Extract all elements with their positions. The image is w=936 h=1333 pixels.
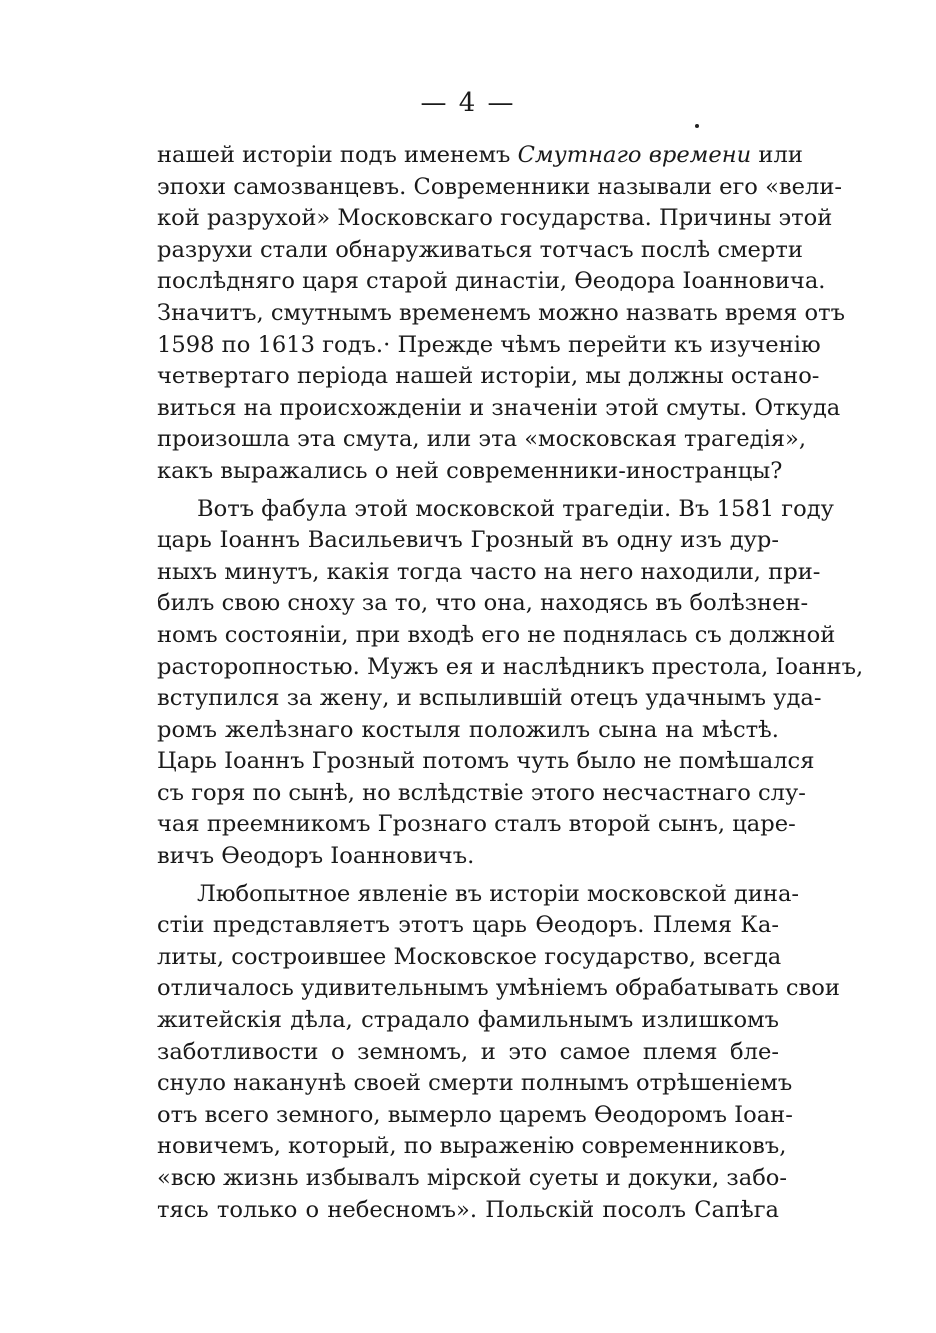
text-line: номъ состояніи, при входѣ его не поднялась съ должной [157, 621, 836, 648]
text-line: Вотъ фабула этой московской трагедіи. Въ 1581 году [197, 495, 834, 522]
italic-term: Смутнаго времени [517, 142, 752, 168]
text-line: отъ всего земного, вымерло царемъ Өеодоромъ Іоан- [157, 1101, 793, 1128]
text-line: отличалось удивительнымъ умѣніемъ обрабатывать свои [157, 975, 840, 1002]
text-line: кой разрухой» Московскаго государства. Причины этой [157, 205, 833, 232]
text-line: ныхъ минутъ, какія тогда часто на него находили, при- [157, 558, 821, 585]
text-line: четвертаго періода нашей исторіи, мы должны остано- [157, 363, 820, 390]
text-line: житейскія дѣла, страдало фамильнымъ излишкомъ [157, 1007, 779, 1034]
text-line: нашей исторіи подъ именемъ Смутнаго времени или [157, 142, 803, 168]
text-line: эпохи самозванцевъ. Современники называли его «вели- [157, 173, 843, 200]
text-line: снуло наканунѣ своей смерти полнымъ отрѣшеніемъ [157, 1070, 793, 1097]
text-line: билъ свою сноху за то, что она, находясь въ болѣзнен- [157, 590, 809, 617]
text-line: заботливости о земномъ, и это самое племя бле- [157, 1038, 779, 1065]
text-line: чая преемникомъ Грознаго сталъ второй сынъ, царе- [157, 811, 796, 838]
text-line: «всю жизнь избывалъ мірской суеты и докуки, забо- [157, 1165, 788, 1191]
text-line: тясь только о небесномъ». Польскій посолъ Сапѣга [157, 1196, 779, 1223]
text-line: стіи представляетъ этотъ царь Өеодоръ. Племя Ка- [157, 912, 779, 939]
text-line: вступился за жену, и вспылившій отецъ удачнымъ уда- [157, 685, 822, 712]
text-line: новичемъ, который, по выраженію современниковъ, [157, 1133, 787, 1160]
ink-speck [695, 124, 699, 128]
text-line: Любопытное явленіе въ исторіи московской дина- [197, 880, 800, 907]
body-text [157, 140, 864, 1226]
text-line: виться на происхожденіи и значеніи этой смуты. Откуда [157, 394, 841, 421]
text-line: царь Іоаннъ Васильевичъ Грозный въ одну изъ дур- [157, 527, 779, 554]
text-line: расторопностью. Мужъ ея и наслѣдникъ престола, Іоаннъ, [157, 653, 864, 680]
text-line: ромъ желѣзнаго костыля положилъ сына на мѣстѣ. [157, 716, 779, 743]
text-line: произошла эта смута, или эта «московская трагедія», [157, 426, 807, 453]
text-line: съ горя по сынѣ, но вслѣдствіе этого несчастнаго слу- [157, 779, 806, 806]
page-number: — 4 — [420, 88, 516, 118]
text-line: послѣдняго царя старой династіи, Өеодора Іоанновича. [157, 268, 826, 295]
text-line: 1598 по 1613 годъ.· Прежде чѣмъ перейти къ изученію [157, 331, 821, 358]
text-line: Царь Іоаннъ Грозный потомъ чуть было не помѣшался [157, 748, 815, 775]
text-line: вичъ Өеодоръ Іоанновичъ. [157, 843, 475, 870]
text-line: литы, состроившее Московское государство, всегда [157, 943, 782, 970]
text-line: разрухи стали обнаруживаться тотчасъ послѣ смерти [157, 236, 803, 263]
text-line: какъ выражались о ней современники-иностранцы? [157, 457, 783, 484]
text-line: Значитъ, смутнымъ временемъ можно назвать время отъ [157, 299, 845, 326]
